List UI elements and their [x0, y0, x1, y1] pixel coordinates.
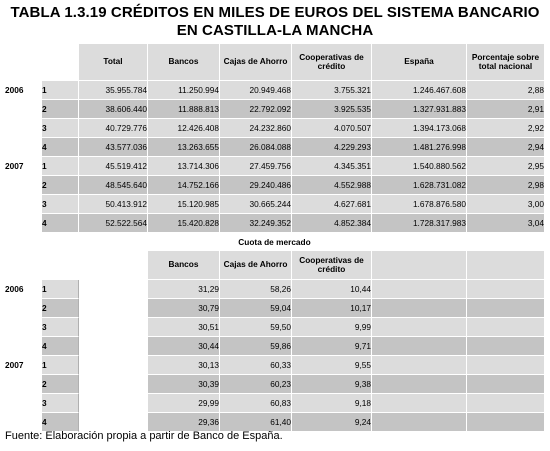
row-cooperativas: 4.345.351 — [291, 157, 371, 176]
cuota-cooperativas: 9,71 — [291, 337, 371, 356]
cuota-year — [5, 394, 41, 413]
row-year — [5, 195, 41, 214]
row-cooperativas: 4.070.507 — [291, 119, 371, 138]
cuota-quarter: 3 — [41, 318, 78, 337]
row-year — [5, 100, 41, 119]
row-bancos: 11.250.994 — [147, 81, 219, 100]
header-year-blank — [5, 44, 41, 81]
row-quarter: 4 — [41, 138, 78, 157]
cuota-header-espana-blank — [371, 251, 466, 280]
row-cajas: 30.665.244 — [219, 195, 291, 214]
cuota-espana-blank — [371, 337, 466, 356]
cuota-year — [5, 318, 41, 337]
cuota-quarter: 4 — [41, 337, 78, 356]
cuota-row — [5, 280, 544, 299]
row-total: 50.413.912 — [78, 195, 147, 214]
cuota-row — [5, 356, 544, 375]
cuota-cooperativas: 10,17 — [291, 299, 371, 318]
row-espana: 1.728.317.983 — [371, 214, 466, 233]
cuota-bancos: 29,36 — [147, 413, 219, 432]
cuota-header-quarter-blank — [41, 251, 78, 280]
row-cooperativas: 4.852.384 — [291, 214, 371, 233]
row-bancos: 15.420.828 — [147, 214, 219, 233]
row-bancos: 13.714.306 — [147, 157, 219, 176]
source-note: Fuente: Elaboración propia a partir de Banco de España. — [5, 430, 283, 442]
row-porcentaje: 2,92 — [466, 119, 544, 138]
cuota-row — [5, 375, 544, 394]
row-quarter: 2 — [41, 100, 78, 119]
cuota-header-row — [5, 251, 544, 280]
title-line-2: EN CASTILLA-LA MANCHA — [176, 22, 374, 39]
row-porcentaje: 2,95 — [466, 157, 544, 176]
cuota-row — [5, 394, 544, 413]
table-row — [5, 214, 544, 233]
cuota-header-year-blank — [5, 251, 41, 280]
table-row — [5, 100, 544, 119]
cuota-porcentaje-blank — [466, 375, 544, 394]
row-year — [5, 176, 41, 195]
cuota-total-blank — [78, 356, 147, 375]
cuota-total-blank — [78, 375, 147, 394]
row-espana: 1.327.931.883 — [371, 100, 466, 119]
cuota-label-row — [5, 233, 544, 251]
cuota-header-cooperativas: Cooperativas de crédito — [291, 251, 371, 280]
row-cajas: 29.240.486 — [219, 176, 291, 195]
cuota-cajas: 59,50 — [219, 318, 291, 337]
row-espana: 1.246.467.608 — [371, 81, 466, 100]
table-row — [5, 81, 544, 100]
cuota-header-porcentaje-blank — [466, 251, 544, 280]
cuota-cooperativas: 9,38 — [291, 375, 371, 394]
cuota-total-blank — [78, 318, 147, 337]
cuota-porcentaje-blank — [466, 413, 544, 432]
cuota-porcentaje-blank — [466, 318, 544, 337]
table-header-row — [5, 44, 544, 81]
row-quarter: 3 — [41, 119, 78, 138]
row-year — [5, 119, 41, 138]
row-cooperativas: 4.627.681 — [291, 195, 371, 214]
cuota-porcentaje-blank — [466, 356, 544, 375]
row-cajas: 27.459.756 — [219, 157, 291, 176]
cuota-row — [5, 299, 544, 318]
title-line-1: TABLA 1.3.19 CRÉDITOS EN MILES DE EUROS DEL SISTEMA BANCARIO — [10, 4, 540, 21]
row-total: 35.955.784 — [78, 81, 147, 100]
row-espana: 1.540.880.562 — [371, 157, 466, 176]
cuota-espana-blank — [371, 356, 466, 375]
row-porcentaje: 3,04 — [466, 214, 544, 233]
row-porcentaje: 2,94 — [466, 138, 544, 157]
cuota-porcentaje-blank — [466, 299, 544, 318]
row-cooperativas: 3.925.535 — [291, 100, 371, 119]
row-year — [5, 214, 41, 233]
cuota-cooperativas: 10,44 — [291, 280, 371, 299]
header-espana: España — [371, 44, 466, 81]
row-porcentaje: 2,88 — [466, 81, 544, 100]
cuota-quarter: 3 — [41, 394, 78, 413]
row-quarter: 2 — [41, 176, 78, 195]
row-quarter: 1 — [41, 81, 78, 100]
row-bancos: 12.426.408 — [147, 119, 219, 138]
cuota-cooperativas: 9,24 — [291, 413, 371, 432]
table-row — [5, 195, 544, 214]
cuota-espana-blank — [371, 318, 466, 337]
header-quarter-blank — [41, 44, 78, 81]
row-bancos: 15.120.985 — [147, 195, 219, 214]
cuota-cajas: 60,33 — [219, 356, 291, 375]
cuota-year — [5, 375, 41, 394]
cuota-porcentaje-blank — [466, 394, 544, 413]
cuota-total-blank — [78, 394, 147, 413]
credits-table — [5, 44, 544, 432]
row-cooperativas: 4.552.988 — [291, 176, 371, 195]
cuota-quarter: 2 — [41, 375, 78, 394]
row-cajas: 26.084.088 — [219, 138, 291, 157]
row-espana: 1.678.876.580 — [371, 195, 466, 214]
row-year — [5, 138, 41, 157]
cuota-label: Cuota de mercado — [5, 233, 544, 251]
row-cajas: 32.249.352 — [219, 214, 291, 233]
cuota-bancos: 30,79 — [147, 299, 219, 318]
page-title — [0, 4, 550, 40]
cuota-cajas: 59,86 — [219, 337, 291, 356]
row-cajas: 22.792.092 — [219, 100, 291, 119]
table-row — [5, 176, 544, 195]
row-total: 45.519.412 — [78, 157, 147, 176]
cuota-cajas: 61,40 — [219, 413, 291, 432]
cuota-cooperativas: 9,18 — [291, 394, 371, 413]
cuota-total-blank — [78, 337, 147, 356]
cuota-quarter: 4 — [41, 413, 78, 432]
row-quarter: 1 — [41, 157, 78, 176]
cuota-total-blank — [78, 280, 147, 299]
cuota-year: 2006 — [5, 280, 41, 299]
cuota-year: 2007 — [5, 356, 41, 375]
row-total: 52.522.564 — [78, 214, 147, 233]
row-quarter: 3 — [41, 195, 78, 214]
cuota-cajas: 60,23 — [219, 375, 291, 394]
row-bancos: 14.752.166 — [147, 176, 219, 195]
cuota-cajas: 59,04 — [219, 299, 291, 318]
row-porcentaje: 2,91 — [466, 100, 544, 119]
cuota-bancos: 31,29 — [147, 280, 219, 299]
row-quarter: 4 — [41, 214, 78, 233]
row-total: 40.729.776 — [78, 119, 147, 138]
table-row — [5, 157, 544, 176]
header-total: Total — [78, 44, 147, 81]
row-year: 2007 — [5, 157, 41, 176]
cuota-bancos: 30,39 — [147, 375, 219, 394]
cuota-cajas: 60,83 — [219, 394, 291, 413]
cuota-espana-blank — [371, 413, 466, 432]
row-total: 43.577.036 — [78, 138, 147, 157]
cuota-quarter: 1 — [41, 280, 78, 299]
cuota-row — [5, 337, 544, 356]
cuota-bancos: 30,51 — [147, 318, 219, 337]
cuota-cajas: 58,26 — [219, 280, 291, 299]
cuota-espana-blank — [371, 375, 466, 394]
row-year: 2006 — [5, 81, 41, 100]
row-espana: 1.628.731.082 — [371, 176, 466, 195]
cuota-header-bancos: Bancos — [147, 251, 219, 280]
cuota-year — [5, 337, 41, 356]
row-cooperativas: 4.229.293 — [291, 138, 371, 157]
row-cajas: 24.232.860 — [219, 119, 291, 138]
cuota-bancos: 30,44 — [147, 337, 219, 356]
header-cajas: Cajas de Ahorro — [219, 44, 291, 81]
header-porcentaje: Porcentaje sobre total nacional — [466, 44, 544, 81]
row-espana: 1.481.276.998 — [371, 138, 466, 157]
cuota-espana-blank — [371, 299, 466, 318]
cuota-total-blank — [78, 299, 147, 318]
row-total: 38.606.440 — [78, 100, 147, 119]
row-total: 48.545.640 — [78, 176, 147, 195]
cuota-cooperativas: 9,55 — [291, 356, 371, 375]
cuota-header-cajas: Cajas de Ahorro — [219, 251, 291, 280]
cuota-bancos: 30,13 — [147, 356, 219, 375]
row-cajas: 20.949.468 — [219, 81, 291, 100]
cuota-header-total-blank — [78, 251, 147, 280]
cuota-porcentaje-blank — [466, 280, 544, 299]
cuota-year — [5, 299, 41, 318]
row-bancos: 11.888.813 — [147, 100, 219, 119]
header-bancos: Bancos — [147, 44, 219, 81]
cuota-quarter: 1 — [41, 356, 78, 375]
cuota-espana-blank — [371, 394, 466, 413]
table-row — [5, 119, 544, 138]
row-cooperativas: 3.755.321 — [291, 81, 371, 100]
cuota-espana-blank — [371, 280, 466, 299]
row-porcentaje: 2,98 — [466, 176, 544, 195]
cuota-quarter: 2 — [41, 299, 78, 318]
row-bancos: 13.263.655 — [147, 138, 219, 157]
header-cooperativas: Cooperativas de crédito — [291, 44, 371, 81]
cuota-cooperativas: 9,99 — [291, 318, 371, 337]
cuota-porcentaje-blank — [466, 337, 544, 356]
row-porcentaje: 3,00 — [466, 195, 544, 214]
cuota-bancos: 29,99 — [147, 394, 219, 413]
cuota-row — [5, 318, 544, 337]
row-espana: 1.394.173.068 — [371, 119, 466, 138]
table-row — [5, 138, 544, 157]
